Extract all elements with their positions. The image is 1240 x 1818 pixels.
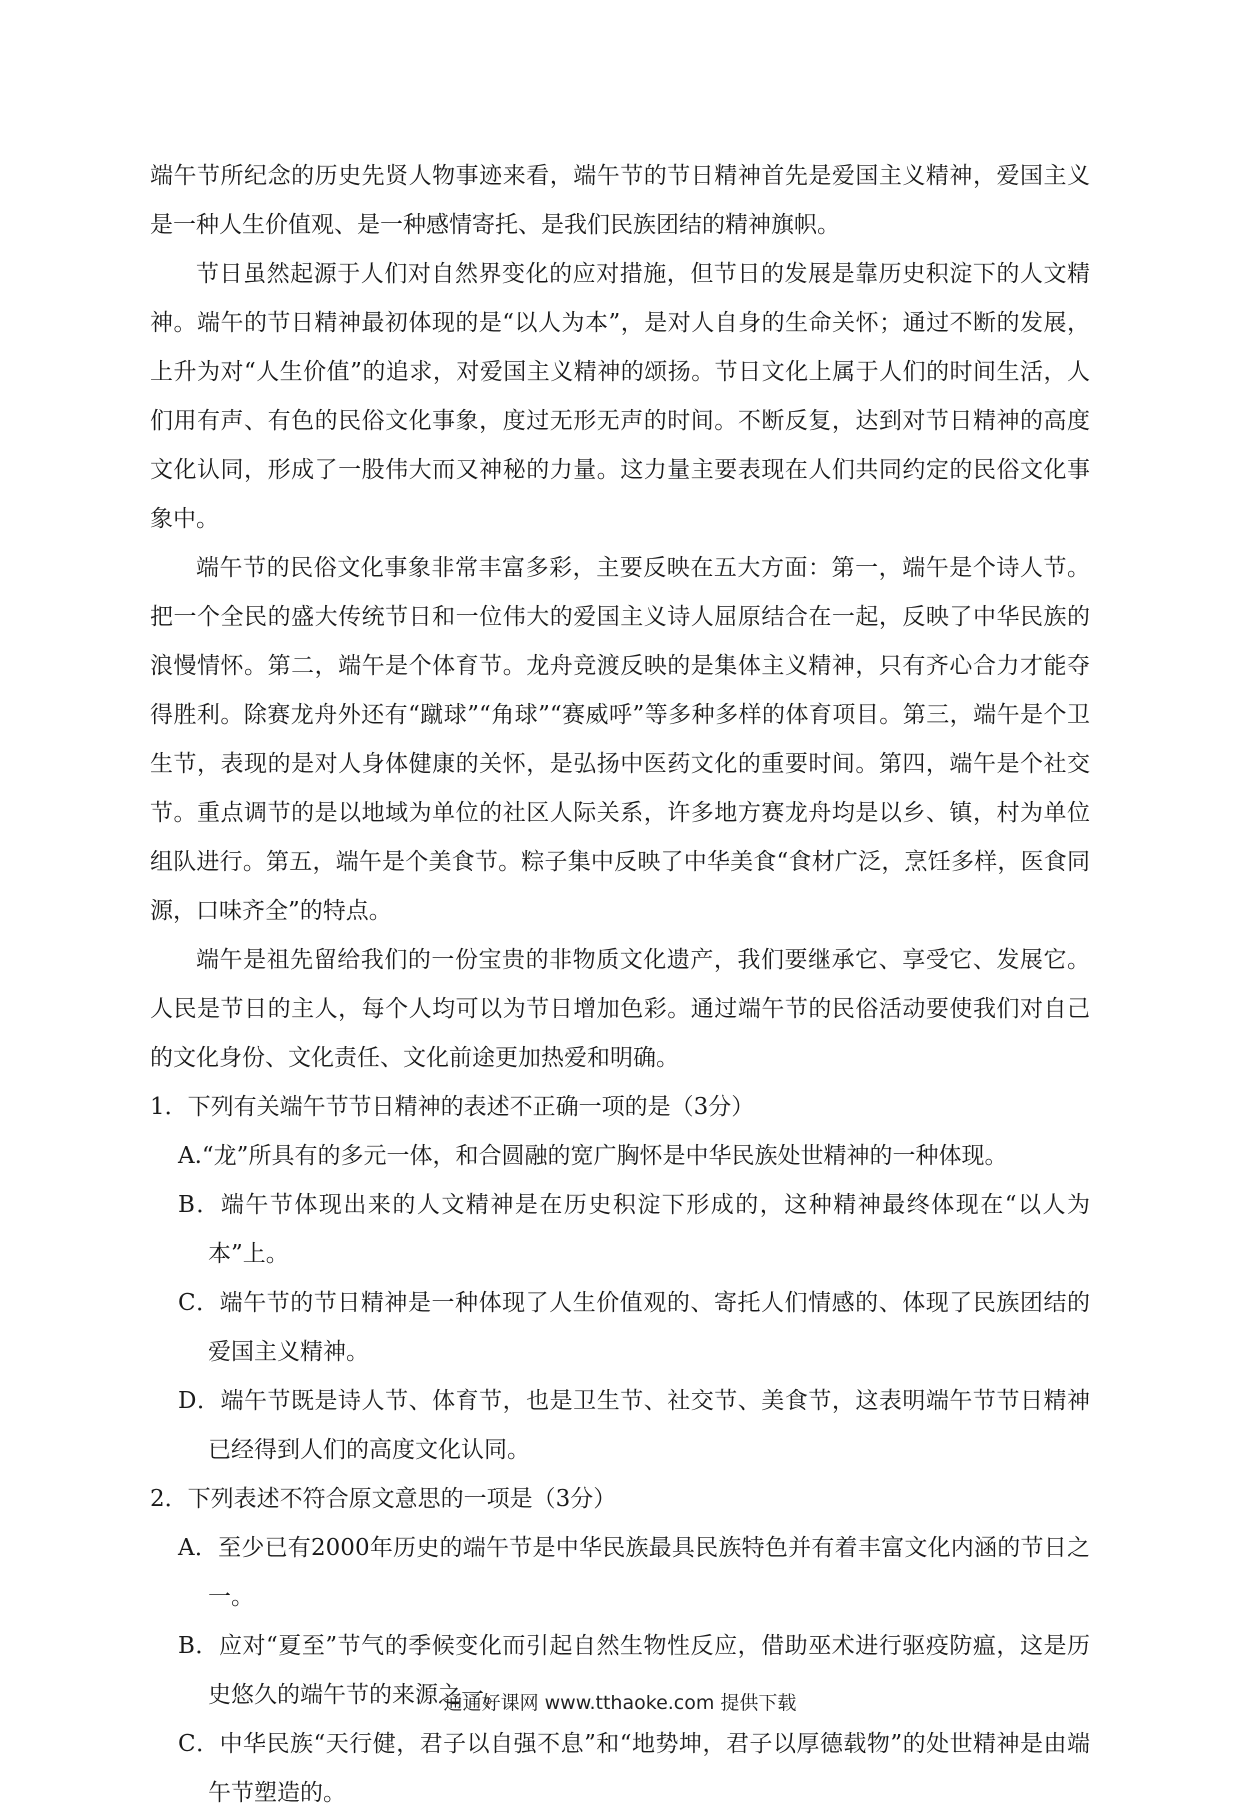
question-2-option-b: B．应对“夏至”节气的季候变化而引起自然生物性反应，借助巫术进行驱疫防瘟，这是历史悠久的端午节的来源之一。 [178,1633,1090,1708]
question-1-option-d: D．端午节既是诗人节、体育节，也是卫生节、社交节、美食节，这表明端午节节日精神已经得到人们的高度文化认同。 [178,1388,1090,1463]
question-1-stem: 1．下列有关端午节节日精神的表述不正确一项的是（3分） [150,1094,755,1120]
question-1-option-b: B．端午节体现出来的人文精神是在历史积淀下形成的，这种精神最终体现在“以人为本”上。 [178,1192,1090,1267]
question-1 [150,1083,1090,1475]
paragraph-3: 端午节的民俗文化事象非常丰富多彩，主要反映在五大方面：第一，端午是个诗人节。把一个全民的盛大传统节日和一位伟大的爱国主义诗人屈原结合在一起，反映了中华民族的浪慢情怀。第二，端午是个体育节。龙舟竞渡反映的是集体主义精神，只有齐心合力才能夺得胜利。除赛龙舟外还有“蹴球”“角球”“赛威呼”等多种多样的体育项目。第三，端午是个卫生节，表现的是对人身体健康的关怀，是弘扬中医药文化的重要时间。第四，端午是个社交节。重点调节的是以地域为单位的社区人际关系，许多地方赛龙舟均是以乡、镇，村为单位组队进行。第五，端午是个美食节。粽子集中反映了中华美食“食材广泛，烹饪多样，医食同源，口味齐全”的特点。 [150,555,1090,924]
question-1-option-c: C．端午节的节日精神是一种体现了人生价值观的、寄托人们情感的、体现了民族团结的爱国主义精神。 [178,1290,1090,1365]
paragraph-4: 端午是祖先留给我们的一份宝贵的非物质文化遗产，我们要继承它、享受它、发展它。人民是节日的主人，每个人均可以为节日增加色彩。通过端午节的民俗活动要使我们对自己的文化身份、文化责任、文化前途更加热爱和明确。 [150,947,1090,1071]
footer-download-note: 通通好课网 www.tthaoke.com 提供下载 [443,1692,797,1714]
paragraph-1: 端午节所纪念的历史先贤人物事迹来看，端午节的节日精神首先是爱国主义精神，爱国主义是一种人生价值观、是一种感情寄托、是我们民族团结的精神旗帜。 [150,163,1090,238]
question-1-option-a: A.“龙”所具有的多元一体，和合圆融的宽广胸怀是中华民族处世精神的一种体现。 [178,1143,1008,1169]
question-2-option-a: A．至少已有2000年历史的端午节是中华民族最具民族特色并有着丰富文化内涵的节日之一。 [178,1535,1090,1610]
paragraph-2: 节日虽然起源于人们对自然界变化的应对措施，但节日的发展是靠历史积淀下的人文精神。端午的节日精神最初体现的是“以人为本”，是对人自身的生命关怀；通过不断的发展，上升为对“人生价值”的追求，对爱国主义精神的颂扬。节日文化上属于人们的时间生活，人们用有声、有色的民俗文化事象，度过无形无声的时间。不断反复，达到对节日精神的高度文化认同，形成了一股伟大而又神秘的力量。这力量主要表现在人们共同约定的民俗文化事象中。 [150,261,1090,532]
document-body [150,152,1090,1818]
question-2 [150,1475,1090,1818]
question-2-stem: 2．下列表述不符合原文意思的一项是（3分） [150,1486,617,1512]
question-2-option-c: C．中华民族“天行健，君子以自强不息”和“地势坤，君子以厚德载物”的处世精神是由端午节塑造的。 [178,1731,1090,1806]
